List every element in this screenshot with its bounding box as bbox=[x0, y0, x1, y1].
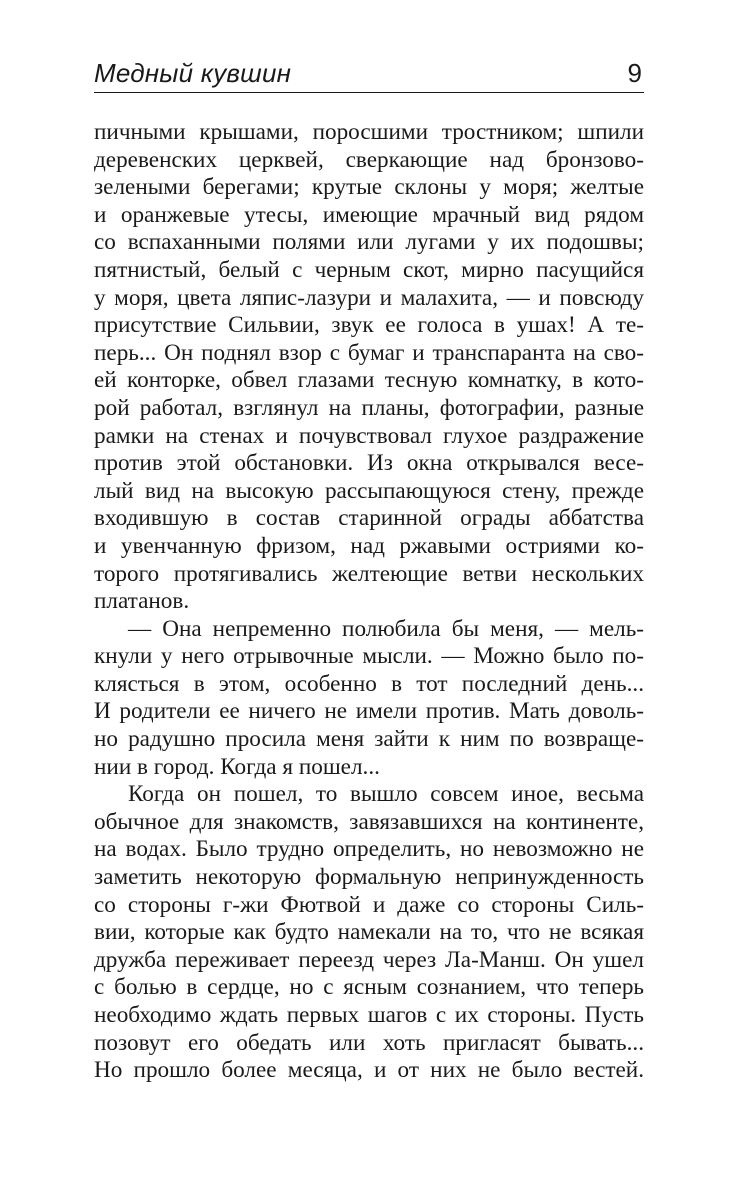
text-line: рамки на стенах и почувствовал глухое раздражение bbox=[94, 422, 644, 449]
text-line: кнули у него отрывочные мысли. — Можно было по- bbox=[94, 643, 644, 670]
text-line: И родители ее ничего не имели против. Мать доволь- bbox=[94, 698, 644, 725]
text-line: Но прошло более месяца, и от них не было вестей. bbox=[94, 1057, 644, 1084]
text-line: со стороны г-жи Фютвой и даже со стороны Силь- bbox=[94, 891, 644, 918]
text-line: рой работал, взглянул на планы, фотографии, разные bbox=[94, 394, 644, 421]
running-title: Медный кувшин bbox=[94, 58, 292, 88]
paragraph bbox=[94, 119, 644, 616]
text-line: перь... Он поднял взор с бумаг и транспаранта на сво- bbox=[94, 339, 644, 366]
text-line: пятнистый, белый с черным скот, мирно пасущийся bbox=[94, 256, 644, 283]
text-line: лый вид на высокую рассыпающуюся стену, прежде bbox=[94, 477, 644, 504]
text-line: и оранжевые утесы, имеющие мрачный вид рядом bbox=[94, 201, 644, 228]
text-line: позовут его обедать или хоть пригласят бывать... bbox=[94, 1029, 644, 1056]
text-line: с болью в сердце, но с ясным сознанием, что теперь bbox=[94, 974, 644, 1001]
text-line: присутствие Сильвии, звук ее голоса в ушах! А те- bbox=[94, 312, 644, 339]
text-line: платанов. bbox=[94, 588, 190, 615]
text-line: дружба переживает переезд через Ла-Манш. Он ушел bbox=[94, 946, 644, 973]
text-line: зелеными берегами; крутые склоны у моря; желтые bbox=[94, 174, 644, 201]
text-line: но радушно просила меня зайти к ним по возвраще- bbox=[94, 726, 644, 753]
body-text bbox=[94, 119, 644, 1085]
text-line: клясться в этом, особенно в тот последний день... bbox=[94, 670, 644, 697]
text-line: ей конторке, обвел глазами тесную комнатку, в кото- bbox=[94, 367, 644, 394]
text-line: — Она непременно полюбила бы меня, — мель- bbox=[128, 615, 644, 642]
text-line: на водах. Было трудно определить, но невозможно не bbox=[94, 836, 644, 863]
text-line: деревенских церквей, сверкающие над бронзово- bbox=[94, 146, 644, 173]
text-line: необходимо ждать первых шагов с их стороны. Пусть bbox=[94, 1002, 644, 1028]
text-line: Когда он пошел, то вышло совсем иное, весьма bbox=[128, 781, 644, 808]
paragraph bbox=[94, 781, 644, 1085]
text-line: заметить некоторую формальную непринужденность bbox=[94, 864, 644, 891]
text-line: торого протягивались желтеющие ветви нескольких bbox=[94, 560, 644, 587]
text-line: против этой обстановки. Из окна открывался весе- bbox=[94, 450, 644, 477]
text-line: вии, которые как будто намекали на то, что не всякая bbox=[94, 919, 644, 946]
paragraph bbox=[94, 616, 644, 782]
text-line: у моря, цвета ляпис-лазури и малахита, — и повсюду bbox=[94, 284, 644, 311]
text-line: входившую в состав старинной ограды аббатства bbox=[94, 505, 644, 532]
running-head bbox=[94, 56, 644, 93]
text-line: и увенчанную фризом, над ржавыми остриями ко- bbox=[94, 532, 644, 559]
text-line: со вспаханными полями или лугами у их подошвы; bbox=[94, 229, 644, 256]
text-line: нии в город. Когда я пошел... bbox=[94, 753, 380, 780]
text-line: обычное для знакомств, завязавшихся на континенте, bbox=[94, 808, 644, 835]
text-line: пичными крышами, поросшими тростником; шпили bbox=[94, 119, 644, 145]
page-number: 9 bbox=[627, 58, 642, 88]
